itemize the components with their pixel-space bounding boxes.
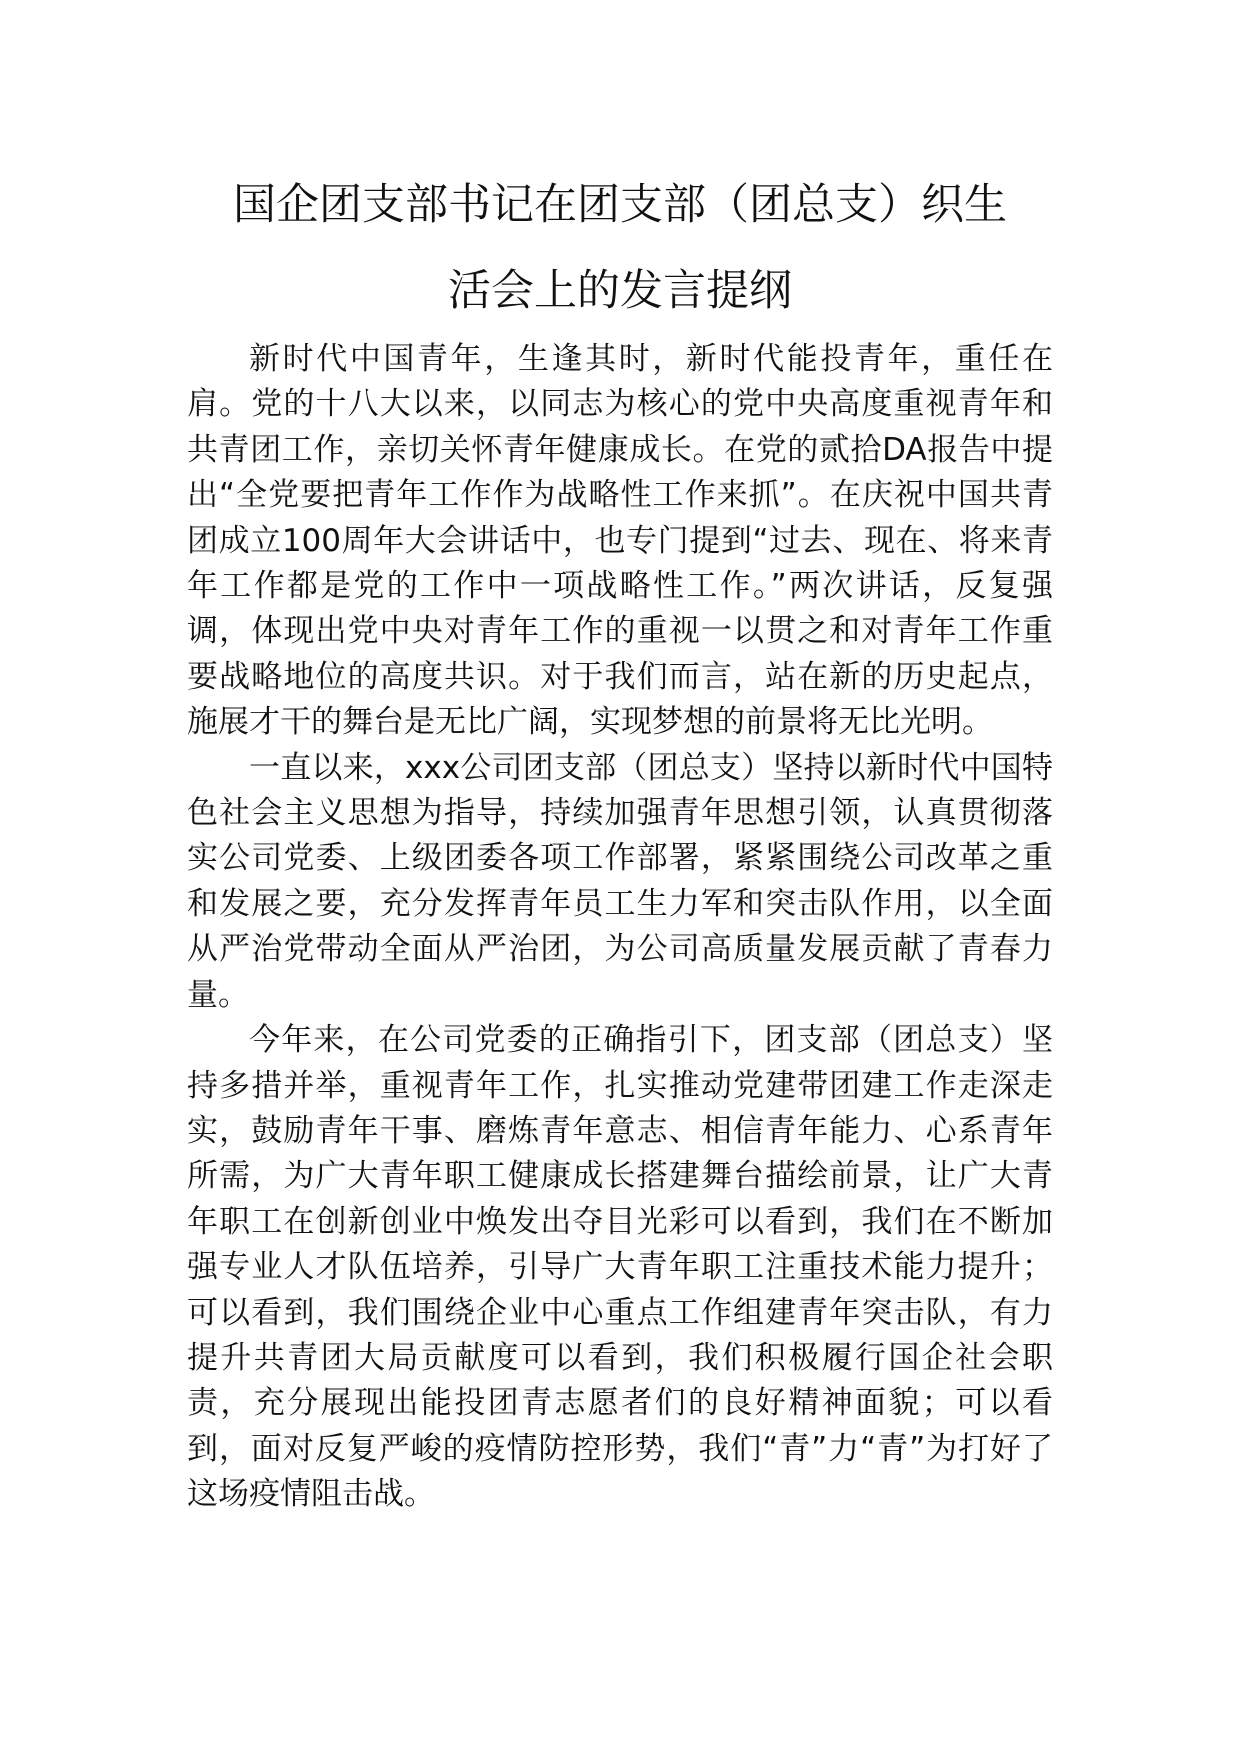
paragraph-2: 一直以来，xxx公司团支部（团总支）坚持以新时代中国特色社会主义思想为指导，持续加强青年思想引领，认真贯彻落实公司党委、上级团委各项工作部署，紧紧围绕公司改革之重和发展之要，充分发挥青年员工生力军和突击队作用，以全面从严治党带动全面从严治团，为公司高质量发展贡献了青春力量。 xyxy=(187,749,1053,1013)
paragraph-3: 今年来，在公司党委的正确指引下，团支部（团总支）坚持多措并举，重视青年工作，扎实推动党建带团建工作走深走实，鼓励青年干事、磨炼青年意志、相信青年能力、心系青年所需，为广大青年职工健康成长搭建舞台描绘前景，让广大青年职工在创新创业中焕发出夺目光彩可以看到，我们在不断加强专业人才队伍培养，引导广大青年职工注重技术能力提升；可以看到，我们围绕企业中心重点工作组建青年突击队，有力提升共青团大局贡献度可以看到，我们积极履行国企社会职责，充分展现出能投团青志愿者们的良好精神面貌；可以看到，面对反复严峻的疫情防控形势，我们“青”力“青”为打好了这场疫情阻击战。 xyxy=(187,1022,1053,1513)
title-line-1: 国企团支部书记在团支部（团总支）织生 xyxy=(233,180,1007,230)
title-line-2: 活会上的发言提纲 xyxy=(448,266,792,316)
paragraph-1: 新时代中国青年，生逢其时，新时代能投青年，重任在肩。党的十八大以来，以同志为核心的党中央高度重视青年和共青团工作，亲切关怀青年健康成长。在党的贰拾DA报告中提出“全党要把青年工作作为战略性工作来抓”。在庆祝中国共青团成立100周年大会讲话中，也专门提到“过去、现在、将来青年工作都是党的工作中一项战略性工作。”两次讲话，反复强调，体现出党中央对青年工作的重视一以贯之和对青年工作重要战略地位的高度共识。对于我们而言，站在新的历史起点，施展才干的舞台是无比广阔，实现梦想的前景将无比光明。 xyxy=(187,341,1053,741)
document-title xyxy=(160,162,1080,334)
document-body xyxy=(187,337,1053,1518)
